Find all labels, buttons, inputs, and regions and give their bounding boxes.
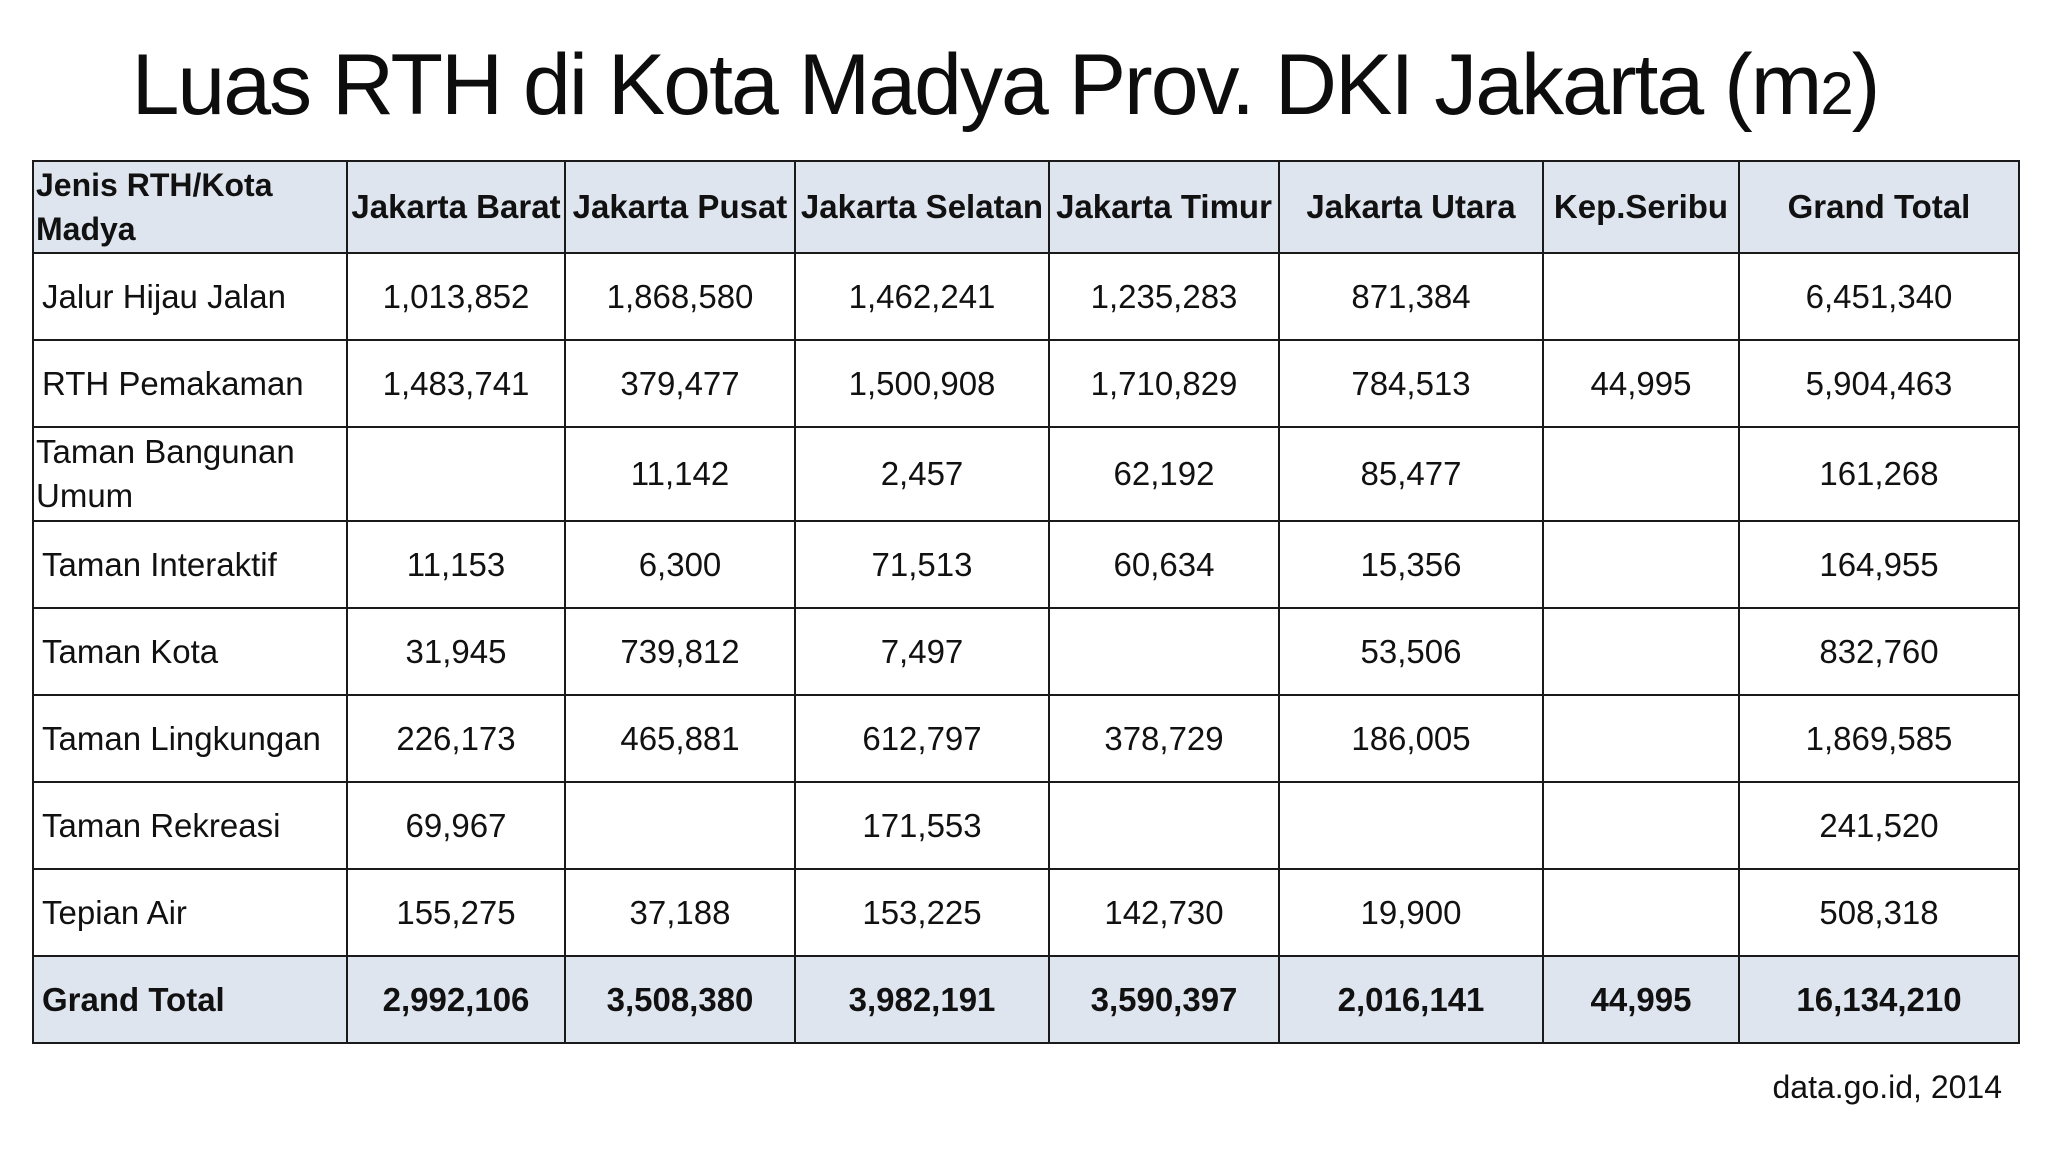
table-cell: 226,173 (347, 695, 565, 782)
table-cell: 155,275 (347, 869, 565, 956)
table-cell (1049, 782, 1279, 869)
table-cell: 71,513 (795, 521, 1049, 608)
title-unit-superscript: 2 (1820, 60, 1852, 127)
table-cell: 241,520 (1739, 782, 2019, 869)
row-label: Taman Kota (33, 608, 347, 695)
column-header-jakarta-pusat: Jakarta Pusat (565, 161, 795, 253)
title-text: Luas RTH di Kota Madya Prov. DKI Jakarta (m (131, 37, 1821, 133)
row-label: Taman Interaktif (33, 521, 347, 608)
table-cell: 85,477 (1279, 427, 1543, 521)
table-cell (347, 427, 565, 521)
table-cell (1049, 608, 1279, 695)
table-cell: 508,318 (1739, 869, 2019, 956)
title-close-paren: ) (1851, 37, 1879, 133)
total-cell: 44,995 (1543, 956, 1739, 1043)
table-row (33, 695, 2019, 782)
table-row (33, 340, 2019, 427)
table-cell: 1,462,241 (795, 253, 1049, 340)
table-cell: 37,188 (565, 869, 795, 956)
slide-title (0, 30, 2010, 149)
table-cell: 161,268 (1739, 427, 2019, 521)
table-cell: 19,900 (1279, 869, 1543, 956)
row-label: Taman Rekreasi (33, 782, 347, 869)
table-cell (1543, 869, 1739, 956)
table-cell: 784,513 (1279, 340, 1543, 427)
table-cell: 31,945 (347, 608, 565, 695)
grand-total-label: Grand Total (33, 956, 347, 1043)
table-cell: 1,235,283 (1049, 253, 1279, 340)
table-cell: 142,730 (1049, 869, 1279, 956)
row-label: Tepian Air (33, 869, 347, 956)
table-row (33, 521, 2019, 608)
table-cell: 6,300 (565, 521, 795, 608)
table-cell: 2,457 (795, 427, 1049, 521)
table-cell: 153,225 (795, 869, 1049, 956)
table-cell: 15,356 (1279, 521, 1543, 608)
table-cell: 378,729 (1049, 695, 1279, 782)
table-cell (1543, 695, 1739, 782)
row-label: Taman Lingkungan (33, 695, 347, 782)
table-cell (1543, 782, 1739, 869)
table-cell: 1,868,580 (565, 253, 795, 340)
table-cell: 832,760 (1739, 608, 2019, 695)
row-label: Taman Bangunan Umum (33, 427, 347, 521)
table-cell: 53,506 (1279, 608, 1543, 695)
table-cell: 5,904,463 (1739, 340, 2019, 427)
table-cell: 11,142 (565, 427, 795, 521)
total-cell: 3,508,380 (565, 956, 795, 1043)
table-cell: 69,967 (347, 782, 565, 869)
column-header-jakarta-timur: Jakarta Timur (1049, 161, 1279, 253)
rth-area-table (32, 160, 2020, 1044)
table-cell: 171,553 (795, 782, 1049, 869)
table-cell: 11,153 (347, 521, 565, 608)
column-header-jakarta-barat: Jakarta Barat (347, 161, 565, 253)
table-cell: 1,500,908 (795, 340, 1049, 427)
table-row (33, 782, 2019, 869)
source-citation: data.go.id, 2014 (1772, 1069, 2002, 1105)
rth-table-container (32, 160, 2018, 1044)
table-cell: 739,812 (565, 608, 795, 695)
total-cell: 16,134,210 (1739, 956, 2019, 1043)
table-cell: 1,013,852 (347, 253, 565, 340)
table-cell (1279, 782, 1543, 869)
table-cell (565, 782, 795, 869)
table-cell: 60,634 (1049, 521, 1279, 608)
row-label: RTH Pemakaman (33, 340, 347, 427)
table-cell: 1,710,829 (1049, 340, 1279, 427)
column-header-kep-seribu: Kep.Seribu (1543, 161, 1739, 253)
table-row (33, 608, 2019, 695)
column-header-jakarta-utara: Jakarta Utara (1279, 161, 1543, 253)
table-cell: 1,869,585 (1739, 695, 2019, 782)
table-cell: 612,797 (795, 695, 1049, 782)
table-row (33, 427, 2019, 521)
table-cell: 7,497 (795, 608, 1049, 695)
table-cell: 465,881 (565, 695, 795, 782)
column-header-grand-total: Grand Total (1739, 161, 2019, 253)
table-cell: 62,192 (1049, 427, 1279, 521)
table-cell (1543, 427, 1739, 521)
grand-total-row (33, 956, 2019, 1043)
total-cell: 3,982,191 (795, 956, 1049, 1043)
row-label: Jalur Hijau Jalan (33, 253, 347, 340)
table-cell: 44,995 (1543, 340, 1739, 427)
table-row (33, 869, 2019, 956)
table-cell: 871,384 (1279, 253, 1543, 340)
total-cell: 2,016,141 (1279, 956, 1543, 1043)
table-cell (1543, 608, 1739, 695)
table-cell (1543, 521, 1739, 608)
table-row (33, 253, 2019, 340)
total-cell: 2,992,106 (347, 956, 565, 1043)
table-cell: 1,483,741 (347, 340, 565, 427)
table-cell: 164,955 (1739, 521, 2019, 608)
column-header-jakarta-selatan: Jakarta Selatan (795, 161, 1049, 253)
table-cell: 379,477 (565, 340, 795, 427)
table-cell: 6,451,340 (1739, 253, 2019, 340)
table-cell: 186,005 (1279, 695, 1543, 782)
table-cell (1543, 253, 1739, 340)
total-cell: 3,590,397 (1049, 956, 1279, 1043)
table-header-row (33, 161, 2019, 253)
column-header-jenis-rth: Jenis RTH/Kota Madya (33, 161, 347, 253)
